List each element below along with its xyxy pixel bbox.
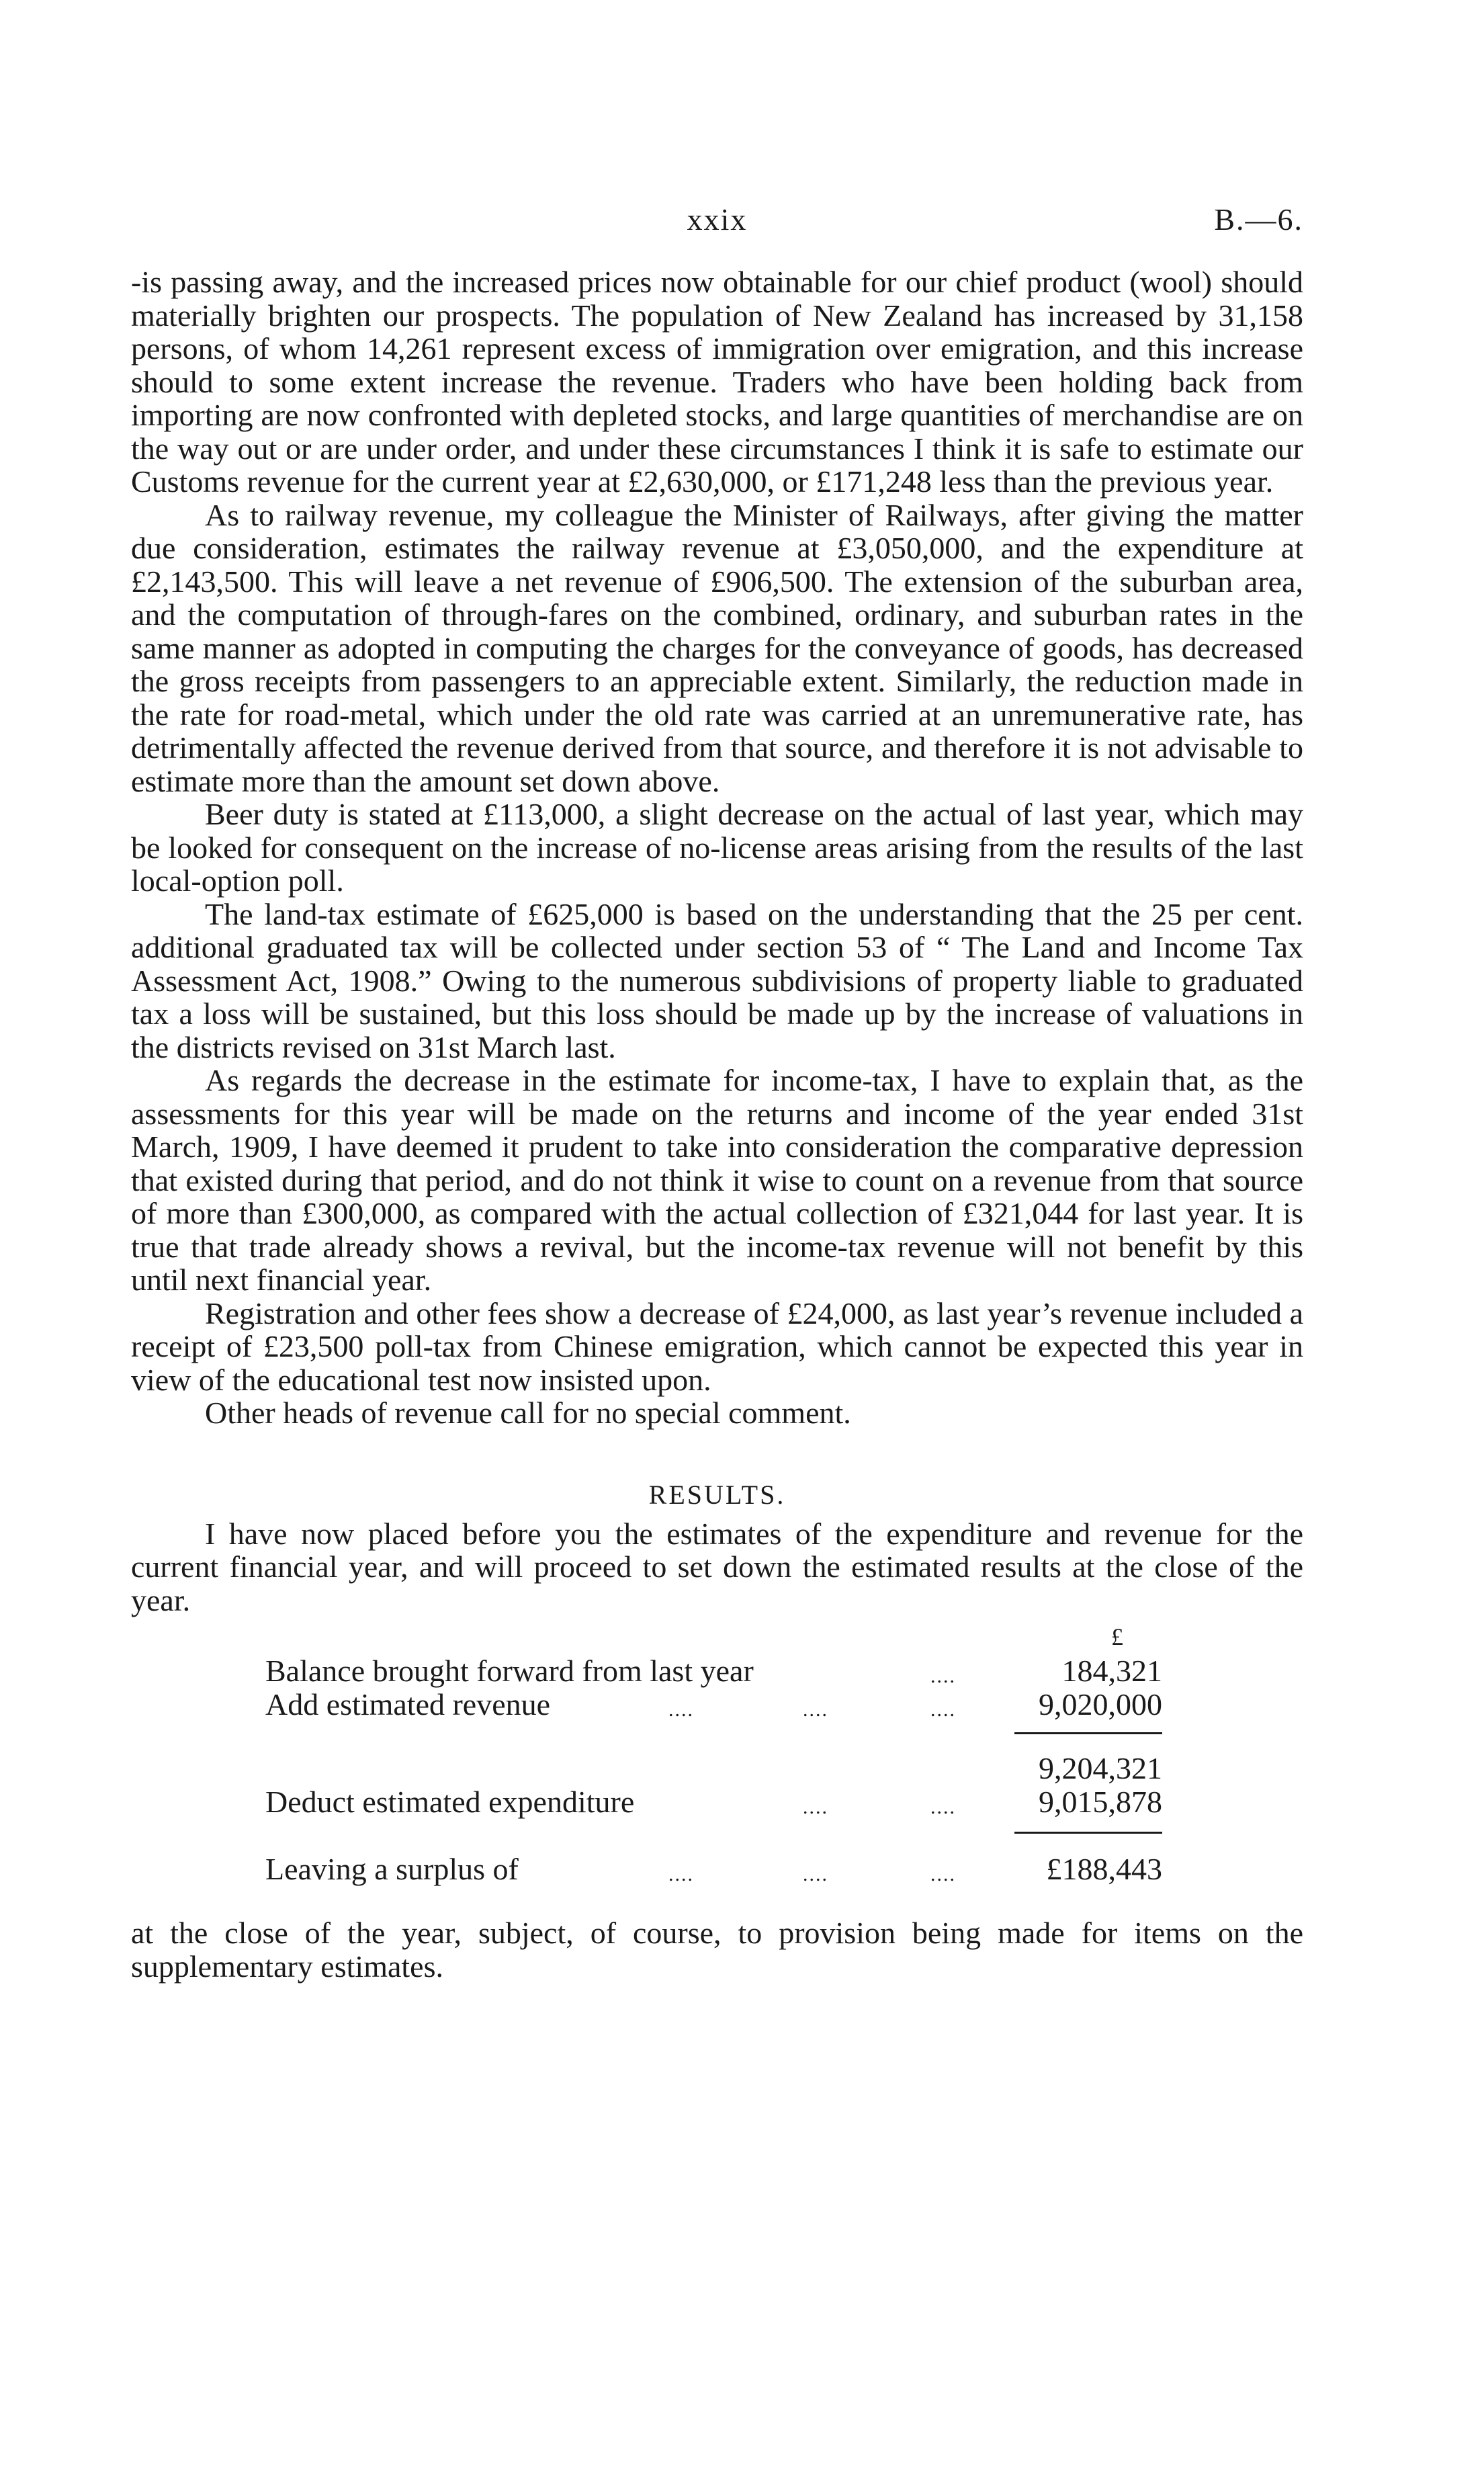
leader-dots: .... bbox=[930, 1699, 956, 1721]
leader-dots: .... bbox=[930, 1796, 956, 1818]
surplus-row bbox=[131, 1853, 1303, 1886]
leader-dots: .... bbox=[803, 1699, 828, 1721]
page-header bbox=[131, 202, 1303, 242]
body-text bbox=[131, 265, 1303, 1430]
page-number: xxix bbox=[687, 202, 748, 237]
paragraph-customs-revenue: -is passing away, and the increased prices now obtainable for our chief product (wool) should materially brighten our prospects. The population of New Zealand has increased by 31,158 persons, of whom 14,261 represent excess of immigration over emigration, and this increase should to some extent increase the revenue. Traders who have been holding back from importing are now confronted with depleted stocks, and large quantities of merchandise are on the way out or are under order, and under these circumstances I think it is safe to estimate our Customs revenue for the current year at £2,630,000, or £171,248 less than the previous year. bbox=[131, 265, 1303, 499]
expenditure-row bbox=[131, 1785, 1303, 1819]
paragraph-registration-fees: Registration and other fees show a decrease of £24,000, as last year’s revenue included a receipt of £23,500 poll-tax from Chinese emigration, which cannot be expected this year in view of the educational test now insisted upon. bbox=[131, 1295, 1303, 1397]
paragraph-land-tax: The land-tax estimate of £625,000 is based on the understanding that the 25 per cent. additional graduated tax will be collected under section 53 of “ The Land and Income Tax Assessment Act, 1908.” Owing to the numerous subdivisions of property liable to graduated tax a loss will be sustained, but this loss should be made up by the increase of valuations in the districts revised on 31st March last. bbox=[131, 896, 1303, 1064]
revenue-amount: 9,020,000 bbox=[1039, 1687, 1162, 1721]
results-heading: RESULTS. bbox=[648, 1480, 786, 1510]
subtotal-row bbox=[131, 1752, 1303, 1785]
currency-symbol: £ bbox=[1111, 1623, 1123, 1650]
financial-summary bbox=[131, 1621, 1303, 1916]
balance-row bbox=[131, 1654, 1303, 1688]
paragraph-beer-duty: Beer duty is stated at £113,000, a slight decrease on the actual of last year, which may be looked for consequent on the increase of no-license areas arising from the results of the last local-option poll. bbox=[131, 797, 1303, 898]
subtotal-rule bbox=[1014, 1732, 1162, 1734]
expenditure-label: Deduct estimated expenditure bbox=[265, 1785, 635, 1819]
total-rule bbox=[1014, 1832, 1162, 1834]
revenue-label: Add estimated revenue bbox=[265, 1687, 551, 1721]
results-closing: at the close of the year, subject, of course, to provision being made for items on the supplementary estimates. bbox=[131, 1916, 1303, 1984]
expenditure-amount: 9,015,878 bbox=[1039, 1785, 1162, 1819]
surplus-label: Leaving a surplus of bbox=[265, 1852, 519, 1886]
leader-dots: .... bbox=[668, 1699, 694, 1721]
leader-dots: .... bbox=[803, 1796, 828, 1818]
document-reference: B.—6. bbox=[1214, 202, 1303, 237]
revenue-row bbox=[131, 1688, 1303, 1721]
leader-dots: .... bbox=[930, 1665, 956, 1687]
results-intro: I have now placed before you the estimates of the expenditure and revenue for the current financial year, and will proceed to set down the estimated results at the close of the year. bbox=[131, 1516, 1303, 1617]
paragraph-railway-revenue: As to railway revenue, my colleague the Minister of Railways, after giving the matter due consideration, estimates the railway revenue at £3,050,000, and the expenditure at £2,143,500. This will leave a net revenue of £906,500. The extension of the suburban area, and the computation of through-fares on the combined, ordinary, and suburban rates in the same manner as adopted in computing the charges for the conveyance of goods, has decreased the gross receipts from passengers to an appreciable extent. Similarly, the reduction made in the rate for road-metal, which under the old rate was carried at an unremunerative rate, has detrimentally affected the revenue derived from that source, and therefore it is not advisable to estimate more than the amount set down above. bbox=[131, 497, 1303, 798]
results-section bbox=[131, 1478, 1303, 1983]
leader-dots: .... bbox=[930, 1863, 956, 1885]
leader-dots: .... bbox=[668, 1863, 694, 1885]
subtotal-amount: 9,204,321 bbox=[1039, 1751, 1162, 1785]
leader-dots: .... bbox=[803, 1863, 828, 1885]
balance-amount: 184,321 bbox=[1061, 1654, 1162, 1688]
surplus-amount: £188,443 bbox=[1046, 1852, 1162, 1886]
paragraph-other-revenue: Other heads of revenue call for no special comment. bbox=[205, 1396, 851, 1430]
balance-label: Balance brought forward from last year bbox=[265, 1654, 754, 1688]
paragraph-income-tax: As regards the decrease in the estimate for income-tax, I have to explain that, as the assessments for this year will be made on the returns and income of the year ended 31st March, 1909, I have deemed it prudent to take into consideration the comparative depression that existed during that period, and do not think it wise to count on a revenue from that source of more than £300,000, as compared with the actual collection of £321,044 for last year. It is true that trade already shows a revival, but the income-tax revenue will not benefit by this until next financial year. bbox=[131, 1063, 1303, 1297]
